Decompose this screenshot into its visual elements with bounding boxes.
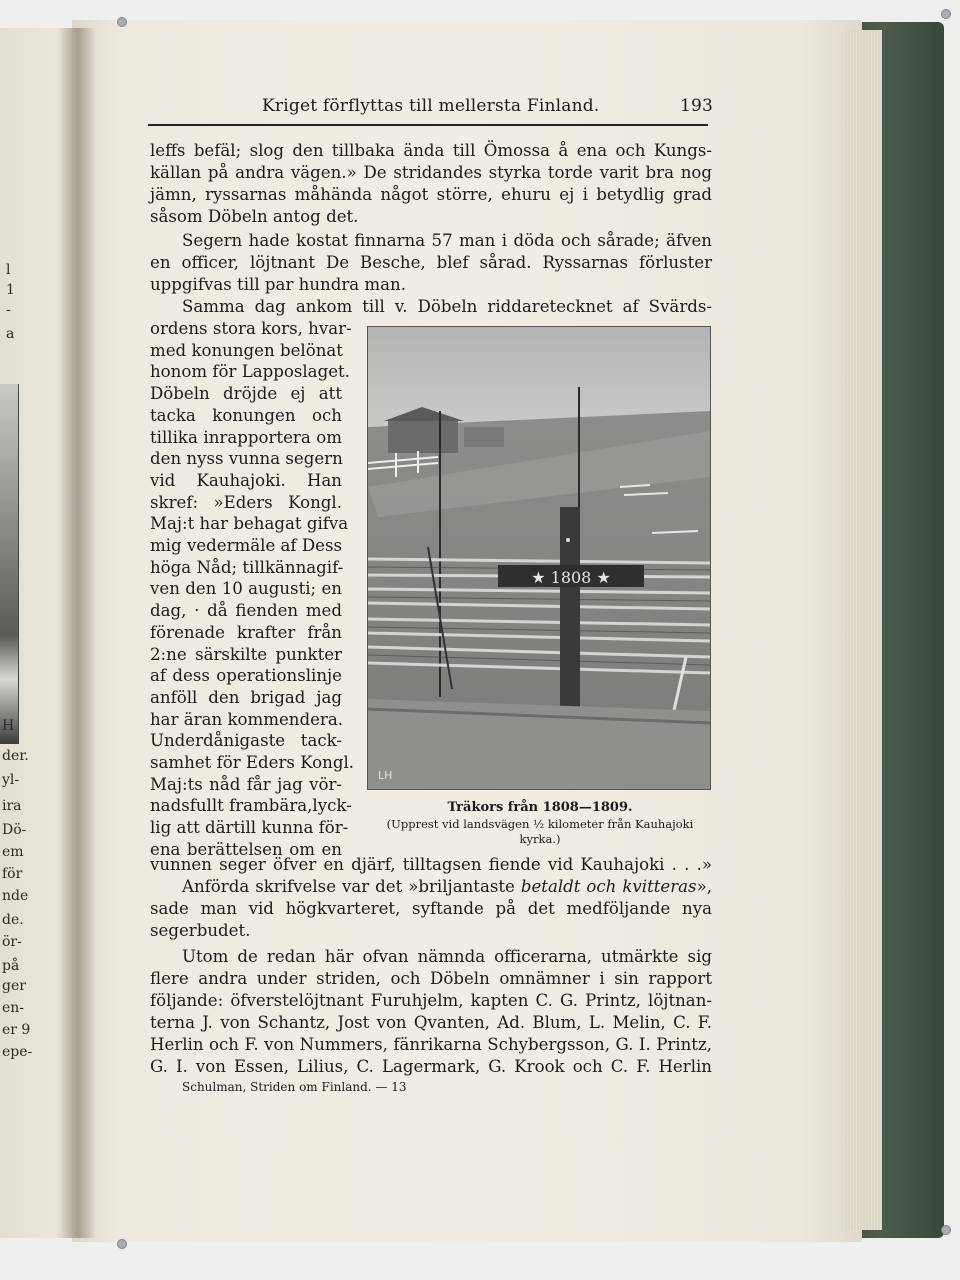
figure-caption-title: Träkors från 1808—1809. [447,800,633,815]
left-page-fragment: epe- [2,1044,33,1060]
text-line: skref: »Eders Kongl. [150,492,342,512]
text-line: förenade krafter från [150,622,342,642]
left-page-fragment: a [6,326,15,342]
left-page-fragment: Dö- [2,822,27,838]
text-line: såsom Döbeln antog det. [150,207,359,226]
text-line: dag, · då fienden med [150,601,342,621]
left-page-fragment: der. [2,748,29,764]
running-header: Kriget förflyttas till mellersta Finland. [262,96,600,116]
header-rule [148,124,708,126]
text-line: samhet för Eders Kongl. [150,753,355,772]
cross-plaque-text: ★ 1808 ★ [531,568,611,587]
text-line: nadsfullt frambära,lyck- [150,796,352,816]
text-line: vid Kauhajoki. Han [150,470,342,490]
text-line: flere andra under striden, och Döbeln omnämner i sin rapport [150,969,712,988]
text-line: med konungen belönat [150,340,343,360]
left-page-fragment: yl- [2,772,20,788]
left-page-fragment: nde [2,888,29,904]
text-line [182,876,712,898]
text-line: terna J. von Schantz, Jost von Qvanten, Ad. Blum, L. Melin, C. F. [150,1013,712,1032]
text-line: Samma dag ankom till v. Döbeln riddaretecknet af Svärds- [182,297,712,316]
text-line: följande: öfverstelöjtnant Furuhjelm, kapten C. G. Printz, löjtnan- [150,991,712,1010]
text-line: anföll den brigad jag [150,687,342,707]
text-line: jämn, ryssarnas måhända något större, ehuru ej i betydlig grad [150,185,712,204]
figure-caption-line: kyrka.) [519,832,561,846]
text-run: », [696,877,713,896]
left-page-fragment: en- [2,1000,25,1016]
text-line: Segern hade kostat finnarna 57 man i döda och sårade; äfven [182,231,712,250]
left-page-fragment: ira [2,798,22,814]
text-line: en officer, löjtnant De Besche, blef sårad. Ryssarnas förluster [150,253,712,272]
left-page-fragment: på [2,958,20,974]
text-line: Utom de redan här ofvan nämnda officerarna, utmärkte sig [182,947,712,966]
text-line: tacka konungen och [150,405,342,425]
text-line: mig vedermäle af Dess [150,536,343,555]
left-page-fragment: 1 [6,282,15,298]
pin-icon [118,18,126,26]
text-line: sade man vid högkvarteret, syftande på det medföljande nya [150,899,712,918]
text-line: G. I. von Essen, Lilius, C. Lagermark, G. Krook och C. F. Herlin [150,1057,712,1076]
text-line: uppgifvas till par hundra man. [150,275,407,294]
text-line: honom för Lapposlaget. [150,362,350,382]
text-line: Underdånigaste tack- [150,731,342,751]
text-line: Maj:t har behagat gifva [150,514,349,534]
text-line: Maj:ts nåd får jag vör- [150,774,342,794]
text-line: af dess operationslinje [150,666,342,686]
left-page-fragment: er 9 [2,1022,31,1038]
gutter-shadow [56,28,96,1238]
text-line: Herlin och F. von Nummers, fänrikarna Schybergsson, G. I. Printz, [150,1035,712,1054]
text-line: leffs befäl; slog den tillbaka ända till Ömossa å ena och Kungs- [150,141,712,160]
left-page-fragment: em [2,844,24,860]
text-line: 2:ne särskilte punkter [150,644,342,664]
page-edges [846,30,882,1230]
text-line: har äran kommendera. [150,709,344,729]
left-page-fragment: - [6,302,11,318]
text-line: den nyss vunna segern [150,449,343,469]
text-line: höga Nåd; tillkännagif- [150,557,344,577]
text-line: källan på andra vägen.» De stridandes styrka torde varit bra nog [150,163,712,182]
pin-icon [942,10,950,18]
text-line: Döbeln dröjde ej att [150,384,342,404]
text-line: segerbudet. [150,921,251,940]
left-page-photo [0,384,19,744]
left-page-fragment: l [6,262,11,278]
photographer-monogram: LH [378,769,393,782]
left-page-fragment: ör- [2,934,22,950]
photo-wooden-cross [367,326,711,790]
text-line: ordens stora kors, hvar- [150,319,352,338]
signature-footer: Schulman, Striden om Finland. — 13 [182,1080,407,1094]
text-line: lig att därtill kunna för- [150,818,349,838]
pin-icon [942,1226,950,1234]
left-page-fragment: för [2,866,23,882]
left-page-fragment: de. [2,912,24,928]
pin-icon [118,1240,126,1248]
italic-quote: betaldt och kvitteras [520,877,697,896]
text-line: tillika inrapportera om [150,427,342,447]
text-line: ven den 10 augusti; en [150,579,342,599]
figure-caption-line: (Upprest vid landsvägen ½ kilometer från Kauhajoki [386,817,694,831]
text-line: vunnen seger öfver en djärf, tilltagsen fiende vid Kauhajoki . . .» [150,855,712,874]
text-run: Anförda skrifvelse var det »briljantaste [182,877,515,896]
left-page-fragment: H [2,718,15,734]
text-line: ena berättelsen om en [150,839,342,859]
page-number: 193 [680,96,714,116]
left-page-fragment: ger [2,978,26,994]
cross-photo-image [368,327,710,789]
